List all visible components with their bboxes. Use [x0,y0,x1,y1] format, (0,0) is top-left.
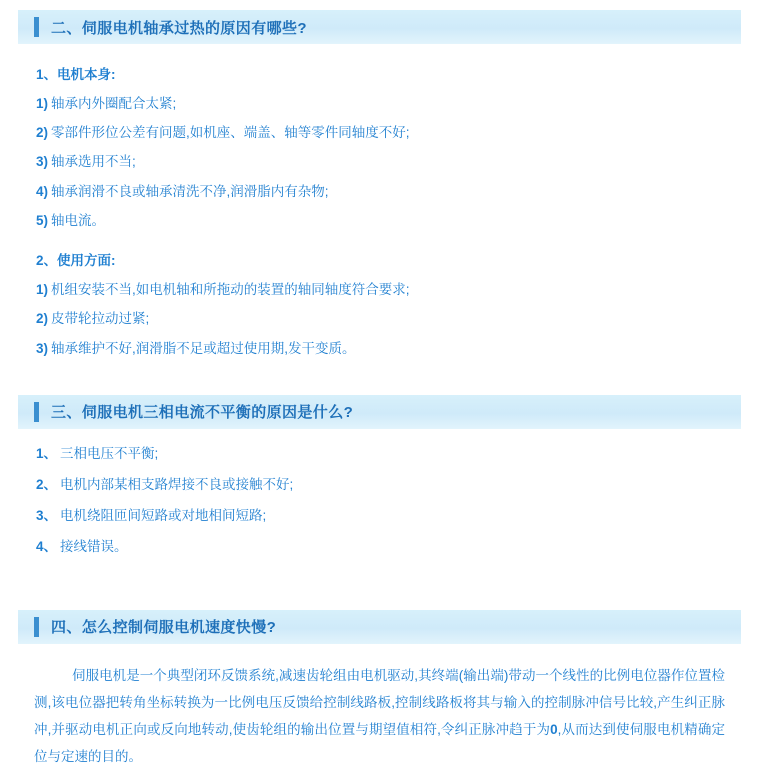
section-spacer [18,570,741,610]
section-body-4 [18,662,741,770]
list-item-label: 三相电压不平衡; [60,445,159,461]
section-heading-banner-3 [18,395,741,429]
list-item [36,153,731,171]
list-item-marker: 4) [36,183,49,199]
accent-bar-icon [34,17,39,37]
list-item-label: 电机内部某相支路焊接不良或接触不好; [60,476,294,492]
list-item-label: 零部件形位公差有问题,如机座、端盖、轴等零件同轴度不好; [51,125,410,141]
list-item-label: 机组安装不当,如电机轴和所拖动的装置的轴同轴度符合要求; [51,282,410,298]
list-item-label: 轴承选用不当; [51,154,136,170]
list-item-label: 轴承润滑不良或轴承清洗不净,润滑脂内有杂物; [51,183,329,199]
list-item [36,212,731,230]
subsection-title: 1、电机本身: [36,67,116,82]
list-item-marker: 2) [36,311,49,327]
section-heading-banner-2 [18,10,741,44]
list-item-marker: 1、 [36,445,58,461]
list-item [36,183,731,201]
list-item [36,507,731,525]
section-title: 三、伺服电机三相电流不平衡的原因是什么? [51,404,354,422]
list-item-marker: 1) [36,282,49,298]
inner-spacer [28,429,731,445]
paragraph-part-1: 伺服电机是一个典型闭环反馈系统,减速齿轮组由电机驱动,其终端(输出端)带动一个线性的比例电位器作位置检测,该电位器把转角坐标转换为一比例电压反馈给控制线路板,控制线路板将其与输入的控制脉冲信号比较,产生纠正脉冲,并驱动电机正向或反向地转动,使齿轮组的输出位置与期望值相符,令纠正脉冲趋于为 [34,667,725,737]
list-item [36,281,731,299]
section-title: 四、怎么控制伺服电机速度快慢? [51,619,277,637]
top-spacer [18,0,741,10]
section-body-2 [18,63,741,358]
list-item-marker: 4、 [36,539,58,555]
list-item [36,445,731,463]
subsection-title: 2、使用方面: [36,253,116,269]
list-item [36,340,731,358]
list-motor-itself [28,95,731,230]
list-usage [28,281,731,358]
paragraph-emphasis: 0 [550,721,558,737]
section-spacer [18,369,741,395]
accent-bar-icon [34,617,39,637]
list-item [36,476,731,494]
list-item [36,95,731,113]
paragraph-part-2: ,从而达到使伺服电机精确定位与定速的目的。 [34,721,725,764]
list-item-marker: 3) [36,340,49,356]
list-item-label: 皮带轮拉动过紧; [51,311,150,327]
section-body-3 [18,429,741,557]
list-item-marker: 2、 [36,476,58,492]
list-item [36,124,731,142]
list-item-marker: 2) [36,125,49,141]
list-item-marker: 1) [36,96,49,111]
list-item-marker: 3) [36,154,49,170]
list-item-label: 接线错误。 [60,539,128,555]
list-item [36,310,731,328]
list-item-label: 电机绕阻匝间短路或对地相间短路; [60,508,267,524]
list-unbalanced-current [28,445,731,557]
list-item-label: 轴承内外圈配合太紧; [51,96,177,111]
section-heading-banner-4 [18,610,741,644]
list-item-marker: 3、 [36,508,58,524]
body-paragraph [34,662,725,770]
list-item-marker: 5) [36,212,49,228]
section-title: 二、伺服电机轴承过热的原因有哪些? [51,19,307,37]
list-item-label: 轴承维护不好,润滑脂不足或超过使用期,发干变质。 [51,340,356,356]
accent-bar-icon [34,402,39,422]
list-item-label: 轴电流。 [51,212,106,228]
list-item [36,538,731,556]
